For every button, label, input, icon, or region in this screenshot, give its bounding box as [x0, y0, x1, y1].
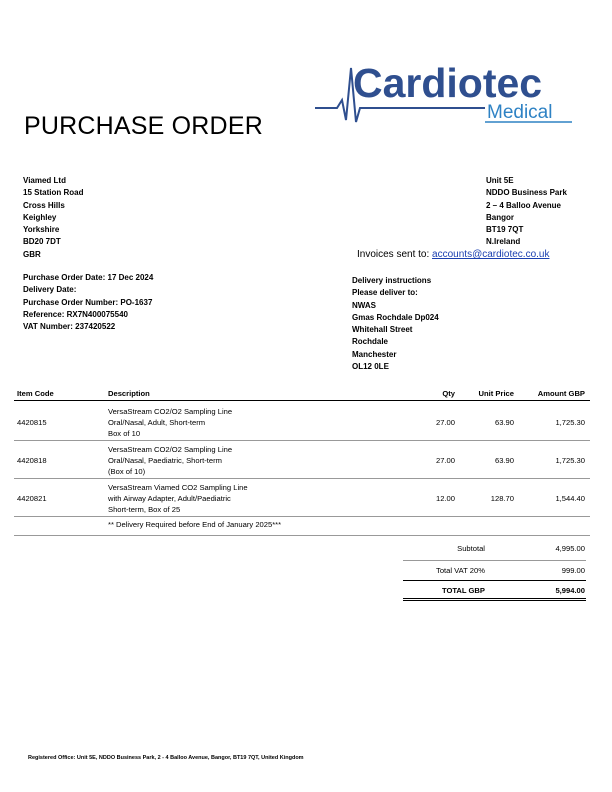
header-amount: Amount GBP	[537, 389, 585, 398]
address-line: Viamed Ltd	[23, 176, 66, 185]
delivery-line: Please deliver to:	[352, 288, 418, 298]
order-info-row: Purchase Order Number: PO-1637	[23, 297, 153, 307]
order-info	[23, 272, 153, 333]
subtotal-label: Subtotal	[457, 544, 485, 553]
delivery-line: Gmas Rochdale Dp024	[352, 312, 439, 322]
address-line: BD20 7DT	[23, 237, 61, 247]
invoices-label: Invoices sent to:	[357, 249, 430, 260]
delivery-line: Rochdale	[352, 337, 389, 347]
company-address	[486, 175, 567, 249]
address-line: 2 – 4 Balloo Avenue	[486, 200, 561, 210]
row-qty: 27.00	[435, 456, 455, 465]
row-amount: 1,725.30	[555, 418, 585, 427]
delivery-line: NWAS	[352, 300, 376, 310]
address-line: 15 Station Road	[23, 188, 84, 198]
logo-sub: Medical	[487, 102, 553, 123]
address-line: Keighley	[23, 212, 57, 222]
row-description: VersaStream CO2/O2 Sampling Line Oral/Nasal, Adult, Short-term Box of 10	[108, 407, 233, 438]
totals-divider	[403, 580, 586, 581]
row-unit-price: 128.70	[490, 494, 514, 503]
vat-label: Total VAT 20%	[436, 566, 485, 575]
header-item-code: Item Code	[17, 389, 54, 398]
total-value: 5,994.00	[555, 586, 585, 595]
page-title: PURCHASE ORDER	[24, 112, 263, 140]
registered-office-footer: Registered Office: Unit 5E, NDDO Business Park, 2 - 4 Balloo Avenue, Bangor, BT19 7QT, United Kingdom	[28, 755, 304, 761]
row-item-code: 4420815	[17, 418, 47, 427]
invoices-email-link[interactable]: accounts@cardiotec.co.uk	[432, 249, 550, 260]
delivery-line: Whitehall Street	[352, 325, 413, 335]
address-line: N.Ireland	[486, 237, 521, 247]
row-divider	[14, 516, 590, 517]
delivery-heading: Delivery instructions	[352, 276, 432, 285]
order-info-row: Delivery Date:	[23, 285, 77, 295]
row-item-code: 4420818	[17, 456, 47, 465]
row-description: VersaStream Viamed CO2 Sampling Line with Airway Adapter, Adult/Paediatric Short-term, Box of 25	[108, 483, 248, 514]
address-line: Cross Hills	[23, 200, 65, 210]
order-info-row: VAT Number: 237420522	[23, 322, 116, 332]
row-unit-price: 63.90	[494, 456, 514, 465]
totals-divider	[403, 598, 586, 599]
row-divider	[14, 478, 590, 479]
address-line: NDDO Business Park	[486, 188, 567, 198]
totals-divider	[403, 600, 586, 601]
totals-divider	[403, 560, 586, 561]
row-qty: 12.00	[435, 494, 455, 503]
address-line: GBR	[23, 249, 41, 259]
vat-value: 999.00	[561, 566, 585, 575]
row-divider	[14, 535, 590, 536]
address-line: BT19 7QT	[486, 225, 524, 235]
header-unit-price: Unit Price	[478, 389, 514, 398]
company-logo	[315, 60, 575, 130]
row-description: VersaStream CO2/O2 Sampling Line Oral/Nasal, Paediatric, Short-term (Box of 10)	[108, 445, 233, 476]
invoices-sent-to	[357, 249, 549, 260]
row-amount: 1,725.30	[555, 456, 585, 465]
supplier-address	[23, 175, 83, 261]
row-qty: 27.00	[435, 418, 455, 427]
address-line: Yorkshire	[23, 225, 60, 235]
total-label: TOTAL GBP	[441, 586, 485, 595]
delivery-instructions	[352, 275, 439, 373]
address-line: Unit 5E	[486, 176, 514, 185]
delivery-line: Manchester	[352, 349, 397, 359]
header-qty: Qty	[442, 389, 455, 398]
row-divider	[14, 440, 590, 441]
row-amount: 1,544.40	[555, 494, 585, 503]
order-info-row: Purchase Order Date: 17 Dec 2024	[23, 273, 154, 282]
delivery-note: ** Delivery Required before End of January 2025***	[108, 520, 282, 529]
header-description: Description	[108, 389, 150, 398]
subtotal-value: 4,995.00	[555, 544, 585, 553]
delivery-line: OL12 0LE	[352, 362, 389, 372]
logo-brand: Cardiotec	[353, 60, 543, 106]
row-unit-price: 63.90	[494, 418, 514, 427]
row-item-code: 4420821	[17, 494, 47, 503]
order-info-row: Reference: RX7N400075540	[23, 309, 128, 319]
table-header-divider	[14, 400, 590, 401]
address-line: Bangor	[486, 212, 514, 222]
